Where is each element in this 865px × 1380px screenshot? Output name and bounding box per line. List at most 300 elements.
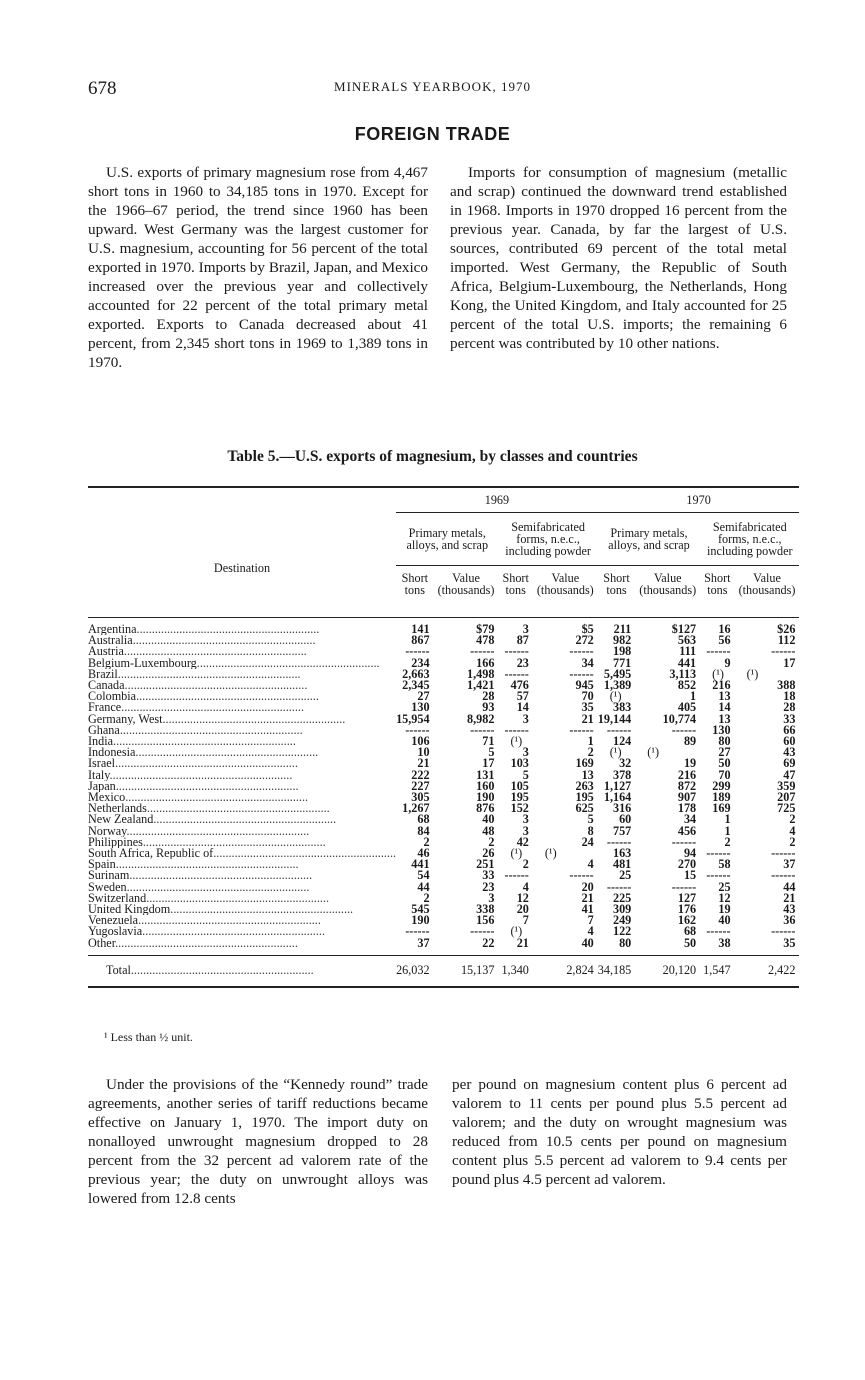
value-cell: 21: [783, 890, 796, 905]
value-cell: ------: [569, 644, 594, 659]
value-cell: 405: [677, 700, 697, 715]
value-cell: 12: [718, 890, 731, 905]
value-cell: 160: [476, 778, 495, 793]
value-cell: 103: [510, 756, 529, 771]
value-cell: 26,032: [396, 955, 434, 987]
destination-label: Switzerland: [88, 892, 147, 905]
value-cell: 207: [777, 790, 796, 805]
value-cell: 5: [587, 812, 594, 827]
value-cell: 13: [718, 689, 731, 704]
value-cell: 20,120: [635, 955, 700, 987]
value-cell: 131: [476, 767, 495, 782]
value-cell: 1,267: [402, 801, 430, 816]
value-cell: 1: [724, 823, 731, 838]
destination-label: New Zealand: [88, 814, 154, 826]
value-cell: 8,982: [467, 711, 495, 726]
value-cell: ------: [470, 924, 495, 939]
value-cell: 24: [581, 834, 594, 849]
value-cell: 251: [476, 857, 495, 872]
destination-label: Netherlands: [88, 803, 147, 815]
destination-label: Israel: [88, 758, 116, 770]
destination-cell: Belgium-Luxembourg............................................................: [88, 657, 380, 669]
value-cell: ------: [706, 644, 731, 659]
sub-header: Short tons: [700, 566, 734, 618]
value-cell: 982: [612, 633, 632, 648]
value-cell: 7: [587, 913, 594, 928]
value-cell: 378: [612, 767, 632, 782]
table-row: [88, 736, 799, 747]
value-cell: ------: [606, 834, 632, 849]
value-cell: 43: [783, 745, 796, 760]
destination-label: Ghana: [88, 724, 120, 737]
value-cell: 13: [718, 711, 731, 726]
value-cell: 178: [677, 801, 697, 816]
value-cell: 225: [612, 890, 632, 905]
value-cell: 141: [411, 622, 430, 636]
value-cell: ------: [504, 666, 529, 681]
destination-cell: Netherlands............................................................: [88, 803, 330, 815]
value-cell: 441: [677, 655, 697, 670]
value-cell: 42: [516, 834, 529, 849]
destination-cell: France............................................................: [88, 702, 304, 714]
value-cell: 8: [587, 823, 594, 838]
value-cell: 122: [612, 924, 632, 939]
value-cell: ------: [504, 722, 529, 737]
value-cell: 34: [683, 812, 697, 827]
value-cell: 1,389: [603, 678, 632, 693]
value-cell: 37: [417, 935, 430, 950]
value-cell: 46: [417, 846, 430, 861]
value-cell: 34,185: [598, 955, 636, 987]
destination-cell: Indonesia............................................................: [88, 747, 319, 759]
value-cell: ------: [470, 722, 495, 737]
value-cell: 1,164: [603, 790, 632, 805]
destination-cell: South Africa, Republic of............................................................: [88, 848, 397, 860]
value-cell: 189: [712, 790, 731, 805]
value-cell: 481: [612, 857, 632, 872]
destination-cell: Colombia............................................................: [88, 691, 319, 703]
page-number: 678: [88, 78, 117, 99]
value-cell: 36: [783, 913, 796, 928]
value-cell: 19,144: [597, 711, 632, 726]
value-cell: 23: [482, 879, 495, 894]
destination-cell: Austria............................................................: [88, 646, 307, 658]
value-cell: 43: [783, 902, 796, 917]
value-cell: 111: [679, 644, 697, 659]
destination-label: Philippines: [88, 836, 143, 849]
value-cell: $26: [777, 622, 796, 636]
destination-label: Brazil: [88, 668, 118, 681]
group-header: Semifabricated forms, n.e.c., including powder: [700, 513, 799, 566]
value-cell: 152: [510, 801, 529, 816]
value-cell: 771: [612, 655, 632, 670]
value-cell: 725: [777, 801, 796, 816]
value-cell: 71: [482, 734, 495, 749]
value-cell: 33: [482, 868, 495, 883]
value-cell: ------: [504, 644, 529, 659]
value-cell: 80: [619, 935, 632, 950]
value-cell: 41: [581, 902, 594, 917]
value-cell: 40: [581, 935, 594, 950]
value-cell: 50: [718, 756, 731, 771]
paragraph-text: U.S. exports of primary magnesium rose from 4,467 short tons in 1960 to 34,185 tons in 1970. Except for the 1966–67 period, the trend since 1960 has been upward. West Germany was the largest customer for U.S. magnesium, accounting for 56 percent of the total exported in 1970. Imports by Brazil, Japan, and Mexico increased over the previous year and collectively accounted for 22 percent of the total primary metal exported. Exports to Canada decreased about 41 percent, from 2,345 short tons in 1969 to 1,389 tons in 1970.: [88, 164, 428, 371]
destination-label: Germany, West: [88, 713, 163, 725]
value-cell: 15,954: [396, 711, 430, 726]
value-cell: (¹): [609, 745, 622, 760]
value-cell: 60: [783, 734, 796, 749]
destination-cell: New Zealand............................................................: [88, 814, 337, 826]
value-cell: 456: [677, 823, 697, 838]
value-cell: 13: [581, 767, 594, 782]
destination-label: Other: [88, 937, 116, 949]
destination-label: Australia: [88, 635, 133, 647]
value-cell: (¹): [609, 689, 622, 704]
value-cell: 50: [683, 935, 697, 950]
destination-cell: Spain............................................................: [88, 859, 299, 871]
value-cell: 5: [488, 745, 495, 760]
destination-label: Mexico: [88, 792, 126, 804]
value-cell: 563: [677, 633, 697, 648]
value-cell: (¹): [712, 666, 724, 681]
destination-cell: Ghana............................................................: [88, 724, 303, 737]
value-cell: 316: [612, 801, 632, 816]
value-cell: 54: [417, 868, 430, 883]
value-cell: 757: [612, 823, 632, 838]
value-cell: ------: [671, 879, 697, 894]
value-cell: 169: [575, 756, 594, 771]
value-cell: 4: [587, 857, 594, 872]
value-cell: ------: [405, 644, 430, 659]
value-cell: 227: [411, 778, 430, 793]
table-footnote: ¹ Less than ½ unit.: [104, 1030, 193, 1044]
value-cell: 156: [476, 913, 495, 928]
value-cell: 1: [724, 812, 731, 827]
value-cell: 190: [411, 913, 430, 928]
year-header: 1970: [598, 487, 800, 513]
value-cell: ------: [771, 924, 796, 939]
destination-cell: Israel............................................................: [88, 758, 298, 770]
value-cell: 25: [718, 879, 731, 894]
value-cell: 33: [783, 711, 796, 726]
value-cell: 22: [482, 935, 495, 950]
destination-label: Austria: [88, 646, 124, 658]
value-cell: 3: [488, 890, 495, 905]
value-cell: 4: [522, 879, 529, 894]
value-cell: 69: [783, 756, 796, 771]
value-cell: 3,113: [669, 666, 697, 681]
destination-label: Argentina: [88, 624, 137, 636]
value-cell: 16: [718, 622, 731, 636]
value-cell: 5,495: [603, 666, 632, 681]
value-cell: 166: [476, 655, 495, 670]
value-cell: 12: [516, 890, 529, 905]
value-cell: 87: [516, 633, 529, 648]
value-cell: 56: [718, 633, 731, 648]
value-cell: 305: [411, 790, 430, 805]
value-cell: 162: [677, 913, 697, 928]
value-cell: 14: [516, 700, 529, 715]
value-cell: 309: [612, 902, 632, 917]
sub-header: Value (thousands): [635, 566, 700, 618]
value-cell: (¹): [746, 666, 759, 681]
value-cell: 195: [575, 790, 594, 805]
value-cell: 867: [411, 633, 430, 648]
destination-label: Indonesia: [88, 747, 136, 759]
exports-table: [88, 486, 796, 988]
value-cell: 70: [581, 689, 594, 704]
destination-cell: Italy............................................................: [88, 769, 293, 781]
value-cell: 2: [789, 834, 796, 849]
paragraph-tariff: [88, 1075, 428, 1208]
value-cell: ------: [569, 868, 594, 883]
value-cell: 10: [417, 745, 430, 760]
destination-cell: Surinam............................................................: [88, 870, 313, 882]
value-cell: 1,127: [603, 778, 632, 793]
destination-cell: Sweden............................................................: [88, 881, 310, 893]
value-cell: 2: [789, 812, 796, 827]
value-cell: 169: [712, 801, 731, 816]
value-cell: 70: [718, 767, 731, 782]
value-cell: 3: [522, 812, 529, 827]
value-cell: 1: [690, 689, 697, 704]
value-cell: ------: [706, 868, 731, 883]
running-title: MINERALS YEARBOOK, 1970: [334, 79, 531, 94]
value-cell: 176: [677, 902, 697, 917]
value-cell: 19: [683, 756, 697, 771]
value-cell: 32: [619, 756, 632, 771]
value-cell: 249: [612, 913, 632, 928]
value-cell: 28: [783, 700, 796, 715]
value-cell: 1,498: [467, 666, 495, 681]
value-cell: ------: [671, 722, 697, 737]
value-cell: 57: [516, 689, 529, 704]
value-cell: 21: [417, 756, 430, 771]
destination-label: Norway: [88, 825, 127, 837]
value-cell: 44: [783, 879, 796, 894]
value-cell: 68: [417, 812, 430, 827]
destination-label: Surinam: [88, 870, 130, 882]
value-cell: 93: [482, 700, 495, 715]
value-cell: 872: [677, 778, 697, 793]
destination-label: Total: [106, 963, 131, 978]
destination-label: Sweden: [88, 881, 127, 893]
value-cell: 17: [783, 655, 796, 670]
value-cell: ------: [405, 722, 430, 737]
destination-label: United Kingdom: [88, 904, 171, 916]
destination-cell: Japan............................................................: [88, 780, 299, 793]
destination-header: Destination: [88, 487, 396, 618]
value-cell: ------: [405, 924, 430, 939]
value-cell: 625: [575, 801, 594, 816]
sub-header: Value (thousands): [735, 566, 800, 618]
value-cell: 35: [783, 935, 796, 950]
destination-cell: Canada............................................................: [88, 680, 308, 692]
destination-cell: Mexico............................................................: [88, 792, 309, 804]
value-cell: 60: [619, 812, 632, 827]
destination-label: Yugoslavia: [88, 926, 143, 938]
value-cell: 94: [683, 846, 697, 861]
value-cell: ------: [606, 722, 632, 737]
value-cell: 852: [677, 678, 697, 693]
value-cell: 26: [482, 846, 495, 861]
value-cell: 7: [522, 913, 529, 928]
destination-label: Canada: [88, 680, 125, 692]
value-cell: 945: [575, 678, 594, 693]
destination-label: Venezuela: [88, 915, 139, 927]
destination-label: Italy: [88, 769, 110, 781]
value-cell: 80: [718, 734, 731, 749]
value-cell: 216: [712, 678, 731, 693]
table-row: [88, 938, 799, 949]
value-cell: 190: [476, 790, 495, 805]
value-cell: 545: [411, 902, 430, 917]
destination-cell: Other............................................................: [88, 937, 298, 949]
value-cell: 105: [510, 778, 529, 793]
value-cell: 2: [423, 834, 430, 849]
section-title: FOREIGN TRADE: [354, 124, 511, 144]
destination-label: Colombia: [88, 691, 137, 703]
value-cell: 112: [777, 633, 796, 648]
value-cell: 383: [612, 700, 632, 715]
value-cell: 2: [488, 834, 495, 849]
group-header: Primary metals, alloys, and scrap: [598, 513, 700, 566]
value-cell: ------: [569, 666, 594, 681]
value-cell: 2: [587, 745, 594, 760]
value-cell: 84: [417, 823, 430, 838]
value-cell: 68: [683, 924, 697, 939]
value-cell: 270: [677, 857, 697, 872]
destination-label: Belgium-Luxembourg: [88, 657, 197, 669]
value-cell: 28: [482, 689, 495, 704]
destination-cell: Switzerland............................................................: [88, 892, 330, 905]
value-cell: 15,137: [434, 955, 499, 987]
value-cell: ------: [569, 722, 594, 737]
value-cell: 15: [683, 868, 697, 883]
value-cell: 359: [777, 778, 796, 793]
value-cell: ------: [671, 834, 697, 849]
value-cell: 3: [522, 823, 529, 838]
value-cell: 40: [718, 913, 731, 928]
value-cell: 21: [581, 890, 594, 905]
value-cell: 38: [718, 935, 731, 950]
value-cell: 1: [587, 734, 594, 749]
value-cell: 14: [718, 700, 731, 715]
value-cell: 124: [612, 734, 632, 749]
value-cell: 2,663: [402, 666, 430, 681]
value-cell: (¹): [647, 745, 660, 760]
value-cell: ------: [771, 644, 796, 659]
value-cell: 1,421: [467, 678, 495, 693]
destination-cell: Argentina............................................................: [88, 624, 320, 636]
destination-label: South Africa, Republic of: [88, 848, 214, 860]
value-cell: 20: [516, 902, 529, 917]
value-cell: 263: [575, 778, 594, 793]
value-cell: 21: [516, 935, 529, 950]
value-cell: 19: [718, 902, 731, 917]
value-cell: 130: [712, 722, 731, 737]
destination-label: Spain: [88, 859, 116, 871]
value-cell: 2: [724, 834, 731, 849]
value-cell: 476: [510, 678, 529, 693]
value-cell: (¹): [510, 734, 523, 749]
destination-cell: Total............................................................: [88, 955, 396, 987]
value-cell: 25: [619, 868, 632, 883]
destination-cell: India............................................................: [88, 736, 296, 748]
value-cell: 222: [411, 767, 430, 782]
destination-label: Japan: [88, 780, 116, 793]
destination-cell: United Kingdom............................................................: [88, 904, 354, 916]
value-cell: $127: [671, 622, 697, 636]
value-cell: 338: [476, 902, 495, 917]
value-cell: ------: [706, 924, 731, 939]
value-cell: $79: [476, 622, 495, 636]
value-cell: 388: [777, 678, 796, 693]
value-cell: ------: [470, 644, 495, 659]
value-cell: 299: [712, 778, 731, 793]
sub-header: Short tons: [498, 566, 532, 618]
value-cell: 66: [783, 722, 796, 737]
value-cell: 5: [522, 767, 529, 782]
value-cell: 3: [522, 711, 529, 726]
total-row: [88, 955, 799, 987]
value-cell: 2,824: [533, 955, 598, 987]
value-cell: 130: [411, 700, 430, 715]
group-header: Primary metals, alloys, and scrap: [396, 513, 498, 566]
sub-header: Value (thousands): [434, 566, 499, 618]
value-cell: 907: [677, 790, 697, 805]
value-cell: 195: [510, 790, 529, 805]
value-cell: 4: [587, 924, 594, 939]
value-cell: 1,340: [498, 955, 532, 987]
table-caption: Table 5.—U.S. exports of magnesium, by classes and countries: [227, 448, 638, 465]
value-cell: 272: [575, 633, 594, 648]
value-cell: 17: [482, 756, 495, 771]
value-cell: 10,774: [662, 711, 697, 726]
value-cell: ------: [706, 846, 731, 861]
value-cell: ------: [771, 846, 796, 861]
paragraph-imports: [450, 163, 787, 353]
value-cell: 47: [783, 767, 796, 782]
value-cell: 211: [613, 622, 632, 636]
value-cell: 23: [516, 655, 529, 670]
value-cell: 18: [783, 689, 796, 704]
value-cell: 876: [476, 801, 495, 816]
value-cell: 216: [677, 767, 697, 782]
value-cell: 127: [677, 890, 697, 905]
value-cell: ------: [606, 879, 632, 894]
destination-cell: Yugoslavia............................................................: [88, 926, 325, 938]
value-cell: 3: [522, 622, 529, 636]
destination-cell: Venezuela............................................................: [88, 915, 321, 927]
value-cell: (¹): [510, 924, 523, 939]
destination-cell: Norway............................................................: [88, 825, 310, 837]
paragraph-tariff-cont: [452, 1075, 787, 1189]
value-cell: 35: [581, 700, 594, 715]
value-cell: ------: [504, 868, 529, 883]
sub-header: Short tons: [598, 566, 636, 618]
sub-header: Value (thousands): [533, 566, 598, 618]
paragraph-text: Imports for consumption of magnesium (metallic and scrap) continued the downward trend established in 1968. Imports in 1970 dropped 16 percent from the previous year. Canada, by far the largest of U.S. sources, contributed 69 percent of the total metal imported. West Germany, the Republic of South Africa, Belgium-Luxembourg, the Netherlands, Hong Kong, the United Kingdom, and Italy accounted for 25 percent of the total U.S. imports; the remaining 6 percent was contributed by 10 other nations.: [450, 164, 787, 352]
destination-cell: Australia............................................................: [88, 635, 316, 647]
value-cell: 441: [411, 857, 430, 872]
paragraph-text: per pound on magnesium content plus 6 percent ad valorem to 11 cents per pound plus 5.5 percent ad valorem; and the duty on wrought magnesium was reduced from 10.5 cents per pound on magnesium content plus 5.5 percent ad valorem to 9.4 cents per pound plus 4.5 percent ad valorem.: [452, 1076, 787, 1188]
destination-label: France: [88, 702, 122, 714]
destination-cell: Brazil............................................................: [88, 668, 301, 681]
value-cell: 40: [482, 812, 495, 827]
value-cell: 89: [683, 734, 697, 749]
value-cell: 106: [411, 734, 430, 749]
value-cell: 48: [482, 823, 495, 838]
